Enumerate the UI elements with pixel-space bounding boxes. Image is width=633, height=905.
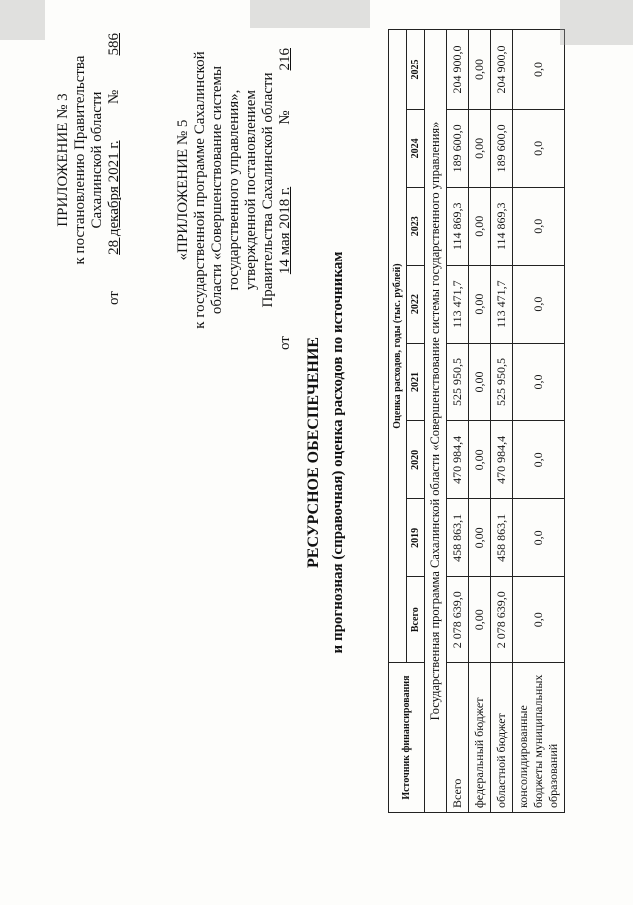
value-cell: 0,0 (513, 577, 565, 663)
value-cell: 0,0 (513, 499, 565, 577)
financing-table (388, 29, 565, 813)
appendix-5-date: 14 мая 2018 г. (277, 186, 293, 275)
appendix-5-block (175, 30, 294, 350)
source-cell: Всего (447, 663, 469, 813)
appendix-5-line-2: области «Совершенствование системы (209, 65, 225, 315)
table-header-row-1 (389, 30, 407, 813)
source-cell: областной бюджет (491, 663, 513, 813)
appendix-5-no-label: № (277, 110, 293, 125)
column-header: 2020 (407, 421, 425, 499)
program-name: Государственная программа Сахалинской области «Совершенствование системы государственного управления» (425, 30, 447, 813)
appendix-5-from-label: от (277, 336, 293, 350)
estimate-header: Оценка расходов, годы (тыс. рублей) (389, 30, 407, 663)
table-row (491, 30, 513, 813)
appendix-3-line-1: к постановлению Правительства (72, 55, 88, 265)
appendix-3-line-2: Сахалинской области (89, 91, 105, 229)
appendix-5-line-1: к государственной программе Сахалинской (192, 51, 208, 329)
appendix-3-title: ПРИЛОЖЕНИЕ № 3 (55, 93, 71, 227)
value-cell: 0,00 (469, 109, 491, 187)
value-cell: 458 863,1 (491, 499, 513, 577)
appendix-3-no-label: № (106, 89, 122, 105)
value-cell: 113 471,7 (447, 265, 469, 343)
table-row (513, 30, 565, 813)
column-header: 2024 (407, 109, 425, 187)
scan-noise (0, 0, 45, 40)
value-cell: 2 078 639,0 (447, 577, 469, 663)
value-cell: 189 600,0 (447, 109, 469, 187)
appendix-5-line-3: государственного управления», (226, 89, 242, 291)
value-cell: 458 863,1 (447, 499, 469, 577)
appendix-3-number: 586 (106, 33, 122, 56)
value-cell: 189 600,0 (491, 109, 513, 187)
value-cell: 525 950,5 (447, 343, 469, 421)
document-subtitle: и прогнозная (справочная) оценка расходов по источникам (330, 251, 346, 654)
scan-noise (560, 0, 633, 45)
value-cell: 0,00 (469, 421, 491, 499)
value-cell: 0,00 (469, 343, 491, 421)
table-row (447, 30, 469, 813)
value-cell: 0,00 (469, 187, 491, 265)
value-cell: 204 900,0 (491, 30, 513, 110)
appendix-5-title: «ПРИЛОЖЕНИЕ № 5 (175, 119, 191, 261)
scan-noise (250, 0, 370, 28)
source-cell: консолидированные бюджеты муниципальных образований (513, 663, 565, 813)
column-header: 2023 (407, 187, 425, 265)
value-cell: 0,00 (469, 577, 491, 663)
column-header: Всего (407, 577, 425, 663)
column-header: 2021 (407, 343, 425, 421)
appendix-3-block (55, 15, 123, 305)
value-cell: 525 950,5 (491, 343, 513, 421)
value-cell: 470 984,4 (447, 421, 469, 499)
appendix-5-line-5: Правительства Сахалинской области (260, 72, 276, 308)
document-title: РЕСУРСНОЕ ОБЕСПЕЧЕНИЕ (305, 337, 322, 568)
value-cell: 0,00 (469, 499, 491, 577)
appendix-5-signature-line (277, 30, 294, 350)
value-cell: 0,0 (513, 109, 565, 187)
appendix-3-signature-line (106, 15, 123, 305)
column-header: 2019 (407, 499, 425, 577)
value-cell: 0,0 (513, 265, 565, 343)
value-cell: 0,0 (513, 421, 565, 499)
value-cell: 0,0 (513, 30, 565, 110)
value-cell: 114 869,3 (447, 187, 469, 265)
value-cell: 0,00 (469, 30, 491, 110)
value-cell: 0,0 (513, 187, 565, 265)
value-cell: 0,00 (469, 265, 491, 343)
column-header: 2022 (407, 265, 425, 343)
appendix-5-line-4: утвержденной постановлением (243, 90, 259, 290)
source-cell: федеральный бюджет (469, 663, 491, 813)
value-cell: 114 869,3 (491, 187, 513, 265)
appendix-3-date: 28 декабря 2021 г. (106, 140, 122, 255)
appendix-5-number: 216 (277, 48, 293, 71)
value-cell: 0,0 (513, 343, 565, 421)
value-cell: 2 078 639,0 (491, 577, 513, 663)
program-row (425, 30, 447, 813)
value-cell: 204 900,0 (447, 30, 469, 110)
column-header: 2025 (407, 30, 425, 110)
appendix-3-from-label: от (106, 291, 122, 305)
value-cell: 113 471,7 (491, 265, 513, 343)
value-cell: 470 984,4 (491, 421, 513, 499)
source-column-header: Источник финансирования (389, 663, 425, 813)
table-row (469, 30, 491, 813)
